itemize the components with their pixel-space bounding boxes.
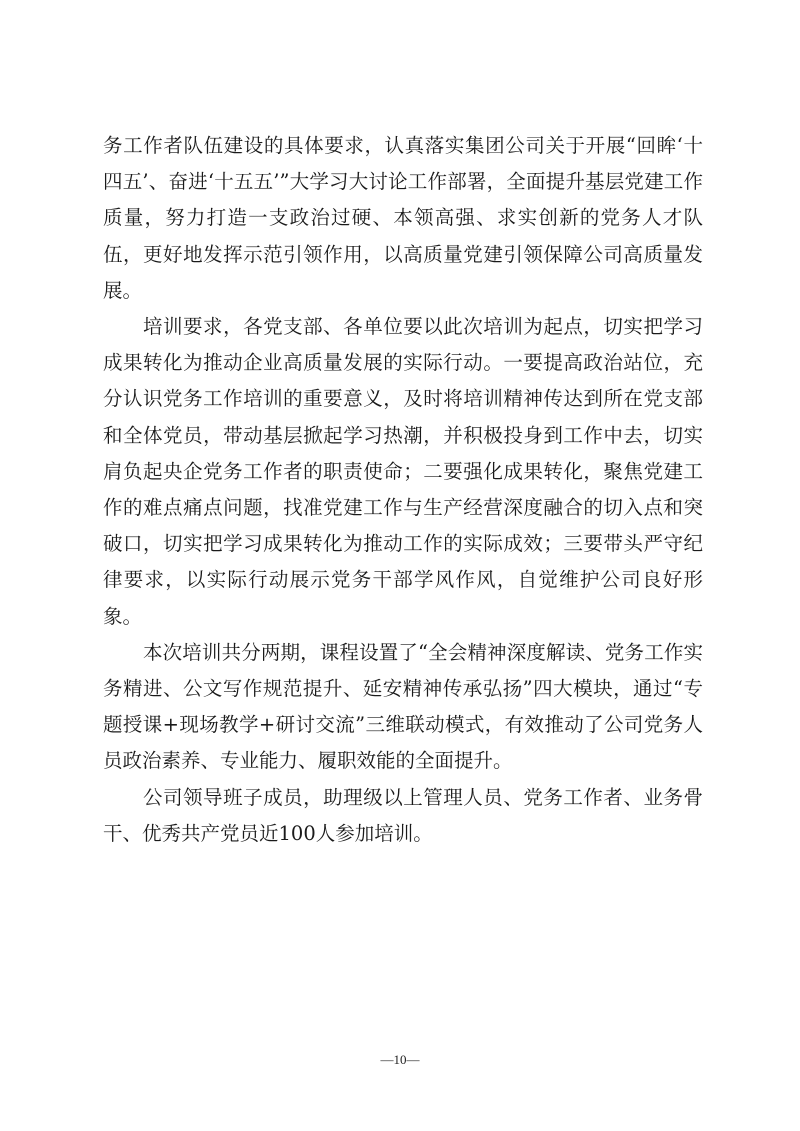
paragraph-training-requirements: 培训要求，各党支部、各单位要以此次培训为起点，切实把学习成果转化为推动企业高质量发展的实际行动。一要提高政治站位，充分认识党务工作培训的重要意义，及时将培训精神传达到所在党支部和全体党员，带动基层掀起学习热潮，并积极投身到工作中去，切实肩负起央企党务工作者的职责使命；二要强化成果转化，聚焦党建工作的难点痛点问题，找准党建工作与生产经营深度融合的切入点和突破口，切实把学习成果转化为推动工作的实际成效；三要带头严守纪律要求，以实际行动展示党务干部学风作风，自觉维护公司良好形象。 — [103, 315, 703, 628]
paragraph-participants: 公司领导班子成员，助理级以上管理人员、党务工作者、业务骨干、优秀共产党员近100人参加培训。 — [103, 785, 703, 845]
page-number: —10— — [380, 1052, 420, 1067]
paragraph-training-curriculum: 本次培训共分两期，课程设置了“全会精神深度解读、党务工作实务精进、公文写作规范提升、延安精神传承弘扬”四大模块，通过“专题授课+现场教学+研讨交流”三维联动模式，有效推动了公司党务人员政治素养、专业能力、履职效能的全面提升。 — [103, 640, 703, 773]
document-body — [103, 128, 703, 852]
paragraph-continuation: 务工作者队伍建设的具体要求，认真落实集团公司关于开展“回眸‘十四五’、奋进‘十五五’”大学习大讨论工作部署，全面提升基层党建工作质量，努力打造一支政治过硬、本领高强、求实创新的党务人才队伍，更好地发挥示范引领作用，以高质量党建引领保障公司高质量发展。 — [103, 134, 703, 302]
